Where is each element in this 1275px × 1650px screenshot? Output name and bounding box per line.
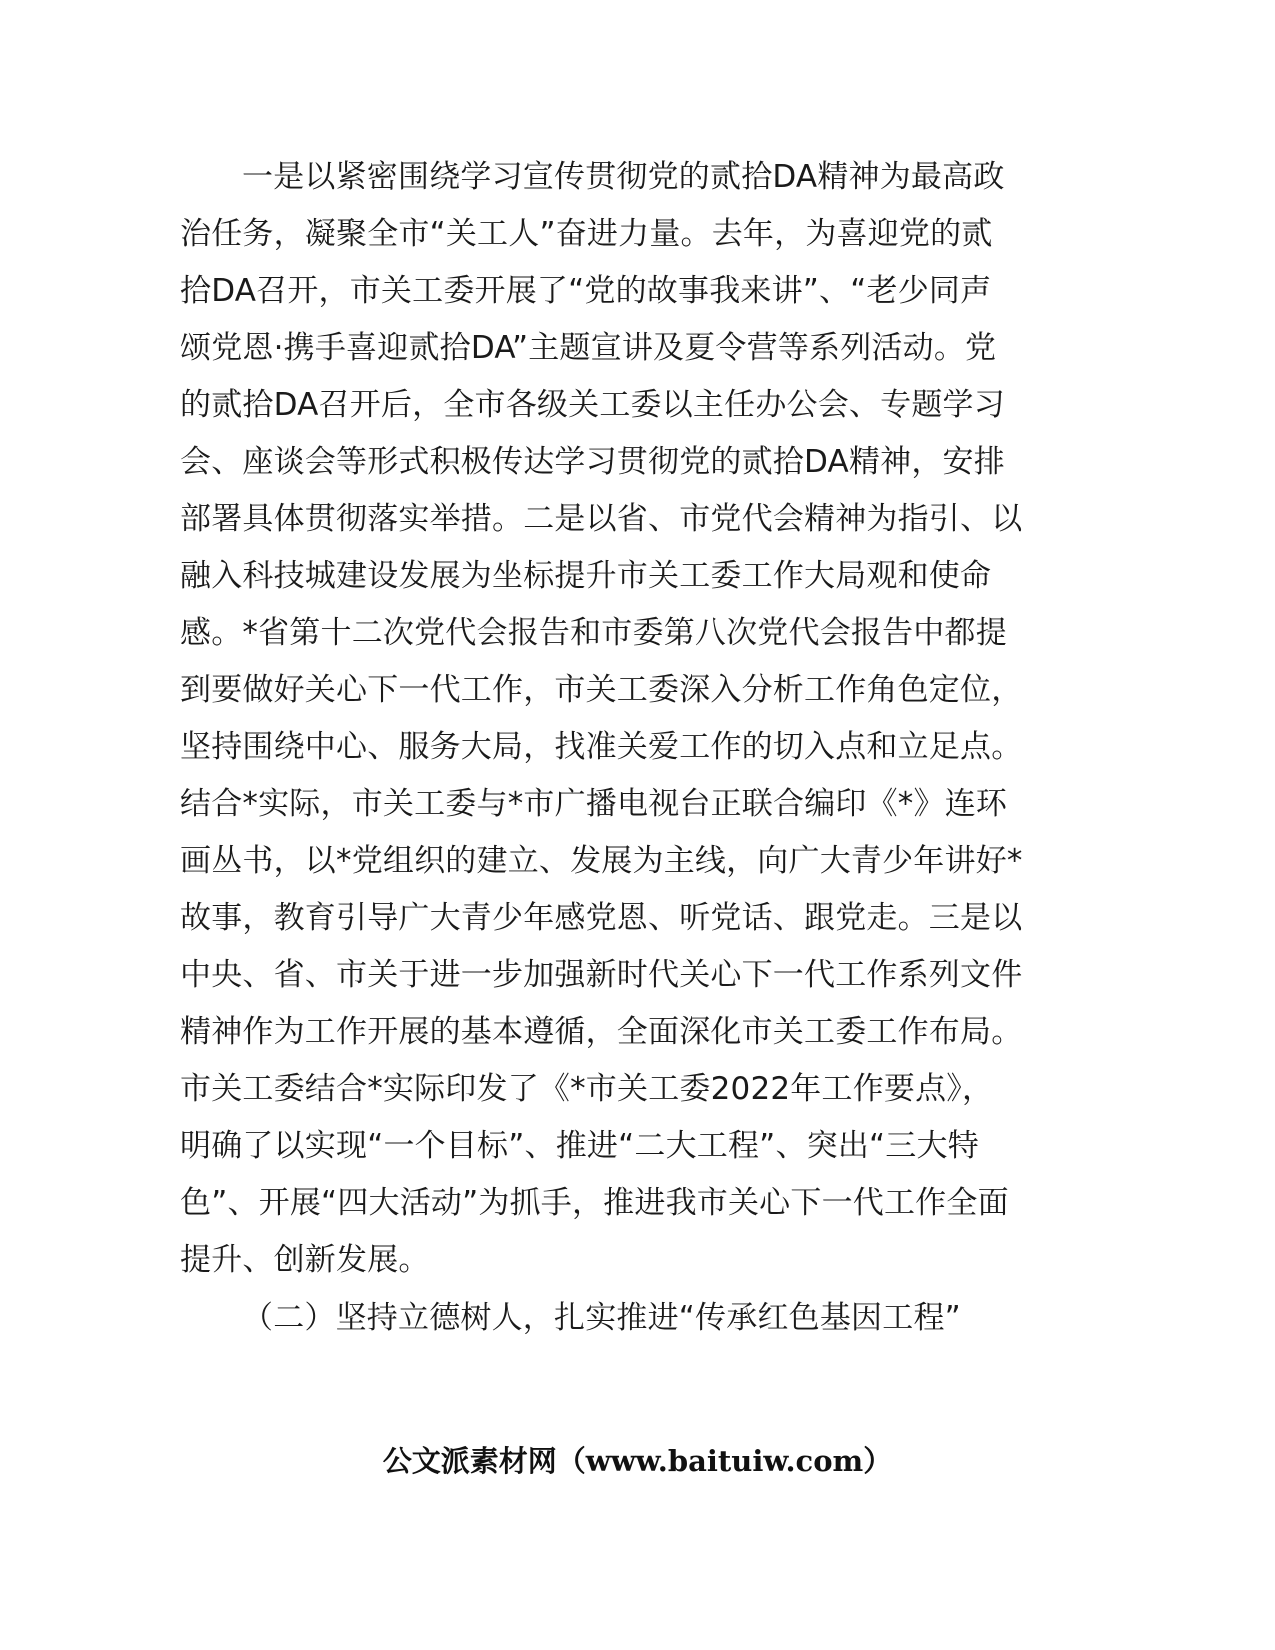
paragraph-line: 到要做好关心下一代工作，市关工委深入分析工作角色定位， — [180, 672, 1023, 708]
paragraph-line: 坚持围绕中心、服务大局，找准关爱工作的切入点和立足点。 — [180, 729, 1023, 765]
paragraph-line: 市关工委结合*实际印发了《*市关工委2022年工作要点》， — [180, 1071, 994, 1107]
paragraph-line: 的贰拾DA召开后，全市各级关工委以主任办公会、专题学习 — [180, 387, 1005, 423]
paragraph-line: 融入科技城建设发展为坐标提升市关工委工作大局观和使命 — [180, 558, 992, 594]
paragraph-line: 感。*省第十二次党代会报告和市委第八次党代会报告中都提 — [180, 615, 1007, 651]
paragraph-line: 色”、开展“四大活动”为抓手，推进我市关心下一代工作全面 — [180, 1185, 1009, 1221]
paragraph-line: 部署具体贯彻落实举措。二是以省、市党代会精神为指引、以 — [180, 501, 1023, 537]
document-body — [180, 149, 1040, 1347]
paragraph-line: 明确了以实现“一个目标”、推进“二大工程”、突出“三大特 — [180, 1128, 979, 1164]
paragraph-line: 画丛书，以*党组织的建立、发展为主线，向广大青少年讲好* — [180, 843, 1023, 879]
section-heading: （二）坚持立德树人，扎实推进“传承红色基因工程” — [242, 1300, 961, 1336]
paragraph-line: 颂党恩·携手喜迎贰拾DA”主题宣讲及夏令营等系列活动。党 — [180, 330, 997, 366]
footer-watermark: 公文派素材网（www.baituiw.com） — [382, 1444, 893, 1478]
paragraph-line: 精神作为工作开展的基本遵循，全面深化市关工委工作布局。 — [180, 1014, 1023, 1050]
paragraph-line: 一是以紧密围绕学习宣传贯彻党的贰拾DA精神为最高政 — [242, 159, 1005, 195]
paragraph-line: 会、座谈会等形式积极传达学习贯彻党的贰拾DA精神，安排 — [180, 444, 1005, 480]
paragraph-line: 结合*实际，市关工委与*市广播电视台正联合编印《*》连环 — [180, 786, 1008, 822]
paragraph-line: 故事，教育引导广大青少年感党恩、听党话、跟党走。三是以 — [180, 900, 1023, 936]
paragraph-line: 拾DA召开，市关工委开展了“党的故事我来讲”、“老少同声 — [180, 273, 992, 309]
paragraph-line: 提升、创新发展。 — [180, 1242, 430, 1278]
paragraph-line: 治任务，凝聚全市“关工人”奋进力量。去年，为喜迎党的贰 — [180, 216, 993, 252]
paragraph-line: 中央、省、市关于进一步加强新时代关心下一代工作系列文件 — [180, 957, 1023, 993]
